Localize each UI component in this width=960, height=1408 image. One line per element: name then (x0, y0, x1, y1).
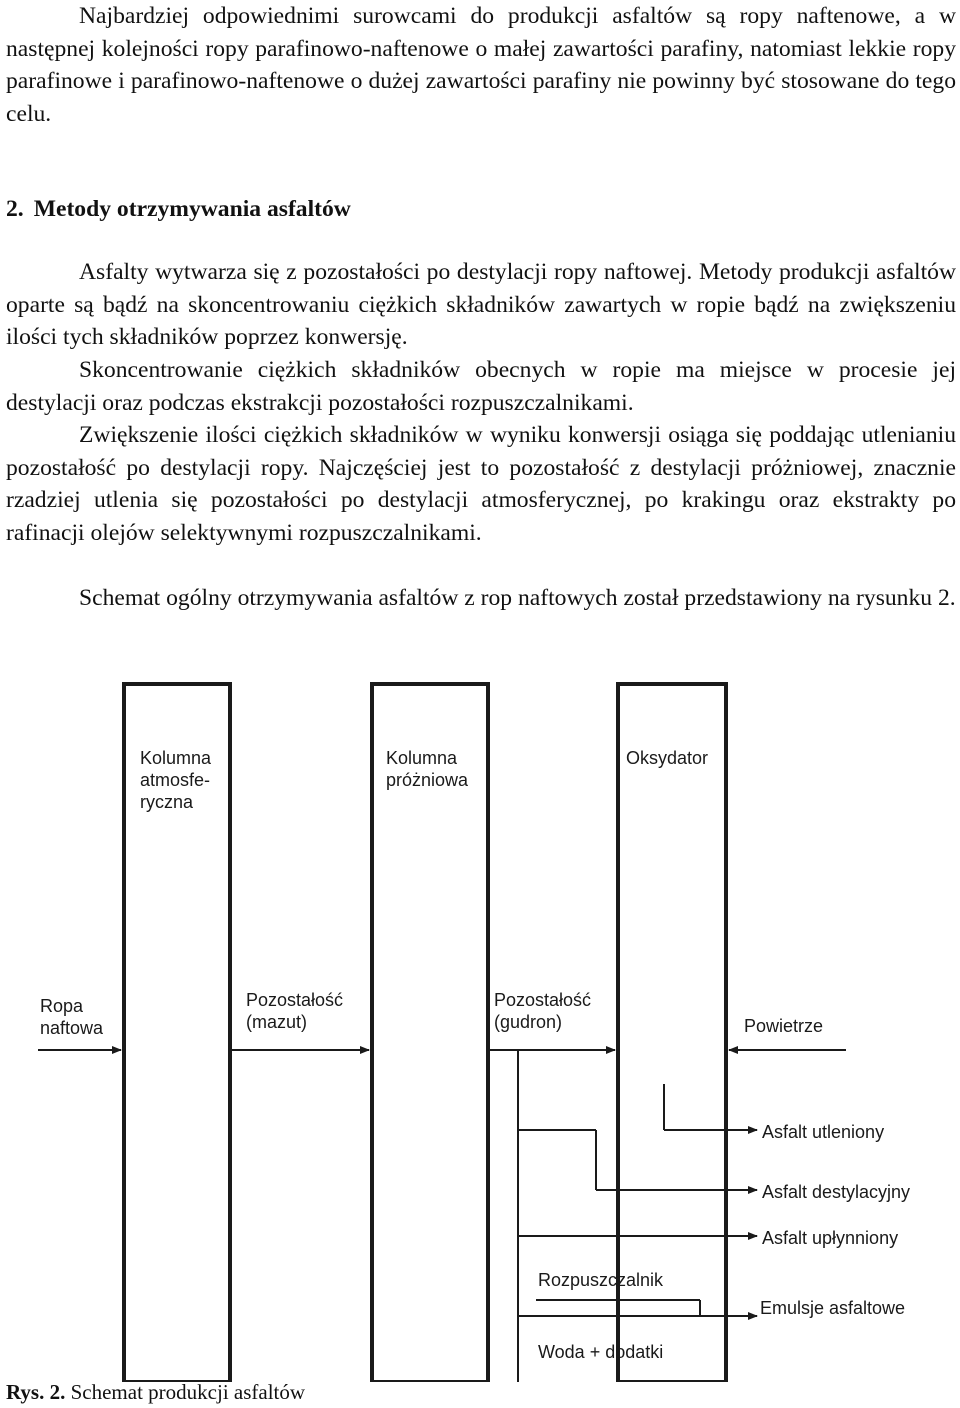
solvent-label: Rozpuszczalnik (538, 1270, 664, 1290)
paragraph-1: Asfalty wytwarza się z pozostałości po destylacji ropy naftowej. Metody produkcji asfaltów oparte są bądź na skoncentrowaniu ciężkich składników zawartych w ropie bądź na zwiększeniu ilości tych składników poprzez konwersję. (6, 259, 956, 351)
input-label-line2: naftowa (40, 1018, 104, 1038)
paragraph-4: Schemat ogólny otrzymywania asfaltów z rop naftowych został przedstawiony na rysunku 2. (79, 585, 956, 611)
residue2-label-line1: Pozostałość (494, 990, 592, 1010)
process-flow-diagram (0, 672, 960, 1382)
section-heading (6, 193, 351, 225)
column3-label-line1: Oksydator (626, 748, 709, 768)
output2-label: Asfalt destylacyjny (762, 1182, 911, 1202)
column2-label-line2: próżniowa (386, 770, 469, 790)
air-label: Powietrze (744, 1016, 824, 1036)
water-label: Woda + dodatki (538, 1342, 664, 1362)
intro-paragraph: Najbardziej odpowiednimi surowcami do produkcji asfaltów są ropy naftenowe, a w następnej kolejności ropy parafinowo-naftenowe o małej zawartości parafiny, natomiast lekkie ropy parafinowe i parafinowo-naftenowe o dużej zawartości parafiny nie powinny być stosowane do tego celu. (6, 3, 956, 127)
output1-label: Asfalt utleniony (762, 1122, 885, 1142)
figure-caption-text: Schemat produkcji asfaltów (70, 1380, 306, 1404)
input-label-line1: Ropa (40, 996, 84, 1016)
residue2-label-line2: (gudron) (494, 1012, 563, 1032)
section-number: 2. (6, 196, 24, 222)
residue1-label-line2: (mazut) (246, 1012, 308, 1032)
paragraph-2: Skoncentrowanie ciężkich składników obecnych w ropie ma miejsce w procesie jej destylacji oraz podczas ekstrakcji pozostałości rozpuszczalnikami. (6, 357, 956, 416)
residue1-label-line1: Pozostałość (246, 990, 344, 1010)
figure-caption (6, 1378, 305, 1406)
column1-label-line3: ryczna (140, 792, 194, 812)
column2-label-line1: Kolumna (386, 748, 458, 768)
column1-label-line2: atmosfe- (140, 770, 211, 790)
column1-label-line1: Kolumna (140, 748, 212, 768)
output4-label: Emulsje asfaltowe (760, 1298, 906, 1318)
output3-label: Asfalt upłynniony (762, 1228, 899, 1248)
figure-caption-label: Rys. 2. (6, 1380, 66, 1404)
paragraph-3: Zwiększenie ilości ciężkich składników w wyniku konwersji osiąga się poddając utlenianiu pozostałość po destylacji ropy. Najczęściej jest to pozostałość z destylacji próżniowej, znacznie rzadziej utlenia się pozostałości po destylacji atmosferycznej, po krakingu oraz ekstrakty po rafinacji olejów selektywnymi rozpuszczalnikami. (6, 422, 956, 546)
section-title: Metody otrzymywania asfaltów (33, 196, 351, 222)
